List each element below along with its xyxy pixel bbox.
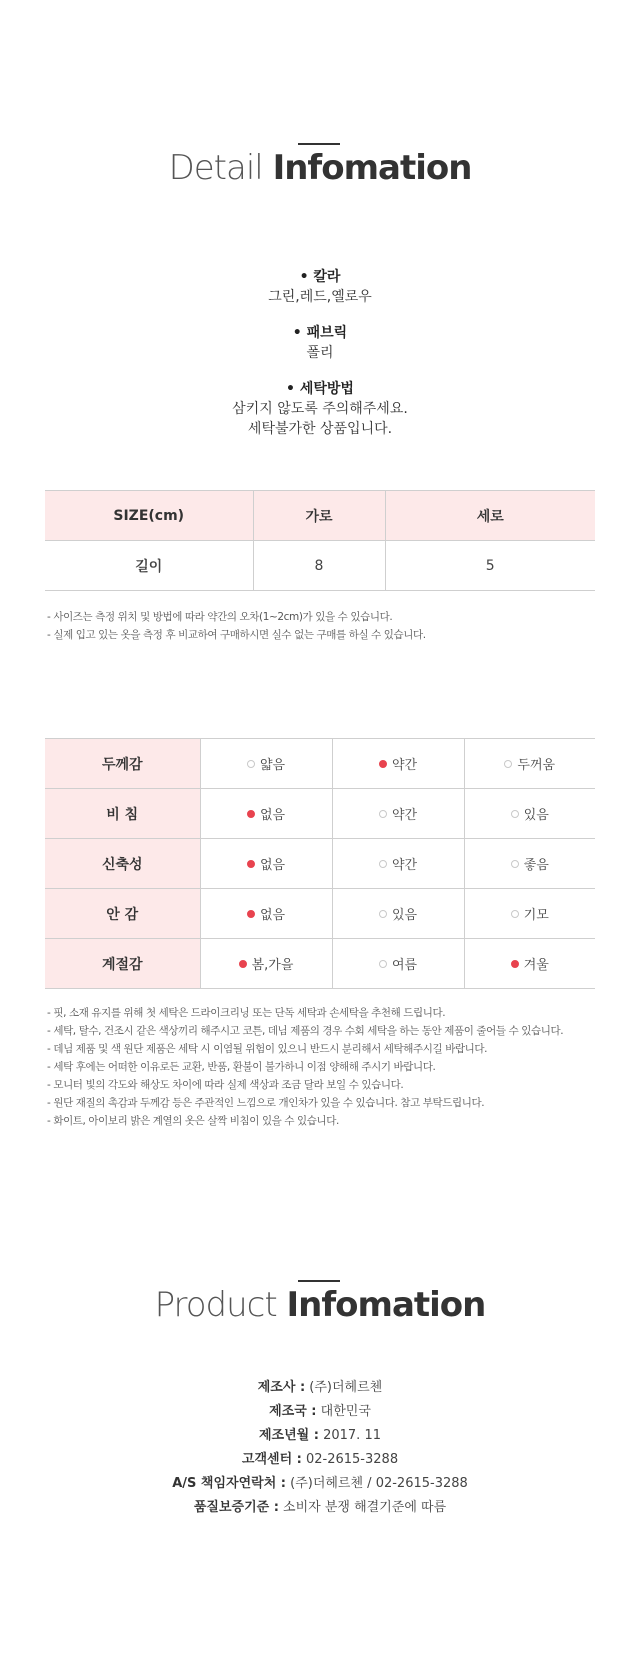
- product-info-row: [0, 1448, 640, 1472]
- feel-label-lining: 안 감: [45, 889, 200, 939]
- feel-option: [464, 939, 595, 989]
- radio-dot-icon: [511, 860, 519, 868]
- feel-option-text: 있음: [391, 908, 418, 923]
- product-info-value: 대한민국: [316, 1404, 371, 1419]
- detail-title: [0, 148, 640, 188]
- feel-option-text: 여름: [391, 958, 418, 973]
- radio-dot-icon: [247, 810, 255, 818]
- care-notes: [47, 1004, 563, 1130]
- product-info-value: (주)더헤르첸: [305, 1380, 383, 1395]
- feel-option-text: 없음: [259, 858, 286, 873]
- feel-option: [332, 889, 464, 939]
- table-row: [45, 789, 595, 839]
- feel-option: [464, 789, 595, 839]
- radio-dot-icon: [504, 760, 512, 768]
- product-info-value: (주)더헤르첸 / 02-2615-3288: [285, 1476, 468, 1491]
- care-note: - 모니터 빛의 각도와 해상도 차이에 따라 실제 색상과 조금 달라 보일 수 있습니다.: [47, 1079, 404, 1091]
- detail-title-bold: Infomation: [272, 148, 472, 188]
- size-row-height: 5: [385, 541, 595, 591]
- feel-option: [200, 839, 332, 889]
- product-title: [0, 1285, 640, 1325]
- feel-option-text: 겨울: [523, 958, 549, 973]
- radio-dot-icon: [379, 760, 387, 768]
- product-info-row: [0, 1496, 640, 1520]
- care-note: - 원단 재질의 촉감과 두께감 등은 주관적인 느낌으로 개인차가 있을 수 있습니다. 참고 부탁드립니다.: [47, 1097, 485, 1109]
- table-row: [45, 739, 595, 789]
- feel-option-text: 좋음: [523, 858, 549, 873]
- spec-color-label: • 칼라: [299, 269, 341, 285]
- feel-option-text: 없음: [259, 808, 286, 823]
- spec-fabric-label: • 패브릭: [292, 325, 348, 341]
- table-row: [45, 541, 595, 591]
- feel-option-text: 약간: [391, 858, 418, 873]
- spec-washing-line-2: 세탁불가한 상품입니다.: [247, 421, 393, 437]
- feel-option-text: 없음: [259, 908, 286, 923]
- spec-color: [0, 267, 640, 307]
- radio-dot-icon: [247, 860, 255, 868]
- table-row: [45, 889, 595, 939]
- feel-option: [464, 889, 595, 939]
- product-info-key: 제조사 :: [257, 1380, 306, 1395]
- size-note-1: - 사이즈는 측정 위치 및 방법에 따라 약간의 오차(1~2cm)가 있을 수 있습니다.: [47, 611, 393, 623]
- radio-dot-icon: [511, 910, 519, 918]
- product-info-key: 품질보증기준 :: [193, 1500, 279, 1515]
- radio-dot-icon: [239, 960, 247, 968]
- size-table-header: [45, 491, 595, 541]
- product-title-bold: Infomation: [286, 1285, 486, 1325]
- radio-dot-icon: [247, 760, 255, 768]
- product-info-row: [0, 1472, 640, 1496]
- product-info-key: 제조년월 :: [259, 1428, 319, 1443]
- feel-label-transparency: 비 침: [45, 789, 200, 839]
- spec-fabric-value: 폴리: [306, 345, 334, 361]
- spec-color-value: 그린,레드,옐로우: [268, 289, 372, 305]
- detail-title-bar: [298, 143, 340, 145]
- feel-option: [200, 739, 332, 789]
- spec-fabric: [0, 323, 640, 363]
- table-row: [45, 939, 595, 989]
- feel-label-elasticity: 신축성: [45, 839, 200, 889]
- feel-option: [332, 739, 464, 789]
- table-row: [45, 839, 595, 889]
- detail-title-light: Detail: [168, 148, 263, 188]
- spec-washing-line-1: 삼키지 않도록 주의해주세요.: [232, 401, 408, 417]
- product-info-key: A/S 책임자연락처 :: [172, 1476, 286, 1491]
- radio-dot-icon: [511, 810, 519, 818]
- feel-option-text: 봄,가을: [251, 958, 294, 973]
- radio-dot-icon: [379, 860, 387, 868]
- radio-dot-icon: [379, 960, 387, 968]
- size-row-width: 8: [253, 541, 385, 591]
- product-info-list: [0, 1376, 640, 1520]
- size-header-size: SIZE(cm): [45, 491, 253, 541]
- product-info-value: 2017. 11: [318, 1428, 381, 1443]
- feel-option: [200, 939, 332, 989]
- feel-option-text: 약간: [391, 758, 418, 773]
- spec-washing-label: • 세탁방법: [286, 381, 354, 397]
- feel-option-text: 있음: [523, 808, 549, 823]
- care-note: - 세탁 후에는 어떠한 이유로든 교환, 반품, 환불이 불가하니 이점 양해해 주시기 바랍니다.: [47, 1061, 436, 1073]
- feel-option: [332, 839, 464, 889]
- product-info-value: 소비자 분쟁 해결기준에 따름: [278, 1500, 447, 1515]
- feel-table: [45, 738, 595, 989]
- feel-option: [200, 789, 332, 839]
- feel-option-text: 약간: [391, 808, 418, 823]
- radio-dot-icon: [379, 810, 387, 818]
- spec-washing: [0, 379, 640, 439]
- feel-option: [200, 889, 332, 939]
- size-table: [45, 490, 595, 591]
- care-note: - 세탁, 탈수, 건조시 같은 색상끼리 해주시고 코튼, 데님 제품의 경우 수회 세탁을 하는 동안 제품이 줄어들 수 있습니다.: [47, 1025, 564, 1037]
- feel-option: [464, 839, 595, 889]
- care-note: - 화이트, 아이보리 밝은 계열의 옷은 살짝 비침이 있을 수 있습니다.: [47, 1115, 339, 1127]
- radio-dot-icon: [511, 960, 519, 968]
- product-info-key: 고객센터 :: [241, 1452, 302, 1467]
- feel-label-thickness: 두께감: [45, 739, 200, 789]
- feel-option-text: 두꺼움: [517, 758, 556, 773]
- product-info-value: 02-2615-3288: [301, 1452, 399, 1467]
- radio-dot-icon: [379, 910, 387, 918]
- feel-option: [332, 789, 464, 839]
- care-note: - 핏, 소재 유지를 위해 첫 세탁은 드라이크리닝 또는 단독 세탁과 손세탁을 추천해 드립니다.: [47, 1007, 446, 1019]
- feel-label-season: 계절감: [45, 939, 200, 989]
- feel-option-text: 기모: [523, 908, 549, 923]
- care-note: - 데님 제품 및 색 원단 제품은 세탁 시 이염될 위험이 있으니 반드시 분리해서 세탁해주시길 바랍니다.: [47, 1043, 488, 1055]
- product-info-row: [0, 1400, 640, 1424]
- size-header-height: 세로: [385, 491, 595, 541]
- feel-option-text: 얇음: [259, 758, 286, 773]
- product-info-row: [0, 1376, 640, 1400]
- product-title-bar: [298, 1280, 340, 1282]
- size-note-2: - 실제 입고 있는 옷을 측정 후 비교하여 구매하시면 실수 없는 구매를 하실 수 있습니다.: [47, 629, 426, 641]
- size-notes: [47, 608, 426, 644]
- radio-dot-icon: [247, 910, 255, 918]
- product-title-light: Product: [154, 1285, 277, 1325]
- size-header-width: 가로: [253, 491, 385, 541]
- product-info-key: 제조국 :: [269, 1404, 317, 1419]
- feel-option: [464, 739, 595, 789]
- feel-option: [332, 939, 464, 989]
- product-info-row: [0, 1424, 640, 1448]
- size-row-label: 길이: [45, 541, 253, 591]
